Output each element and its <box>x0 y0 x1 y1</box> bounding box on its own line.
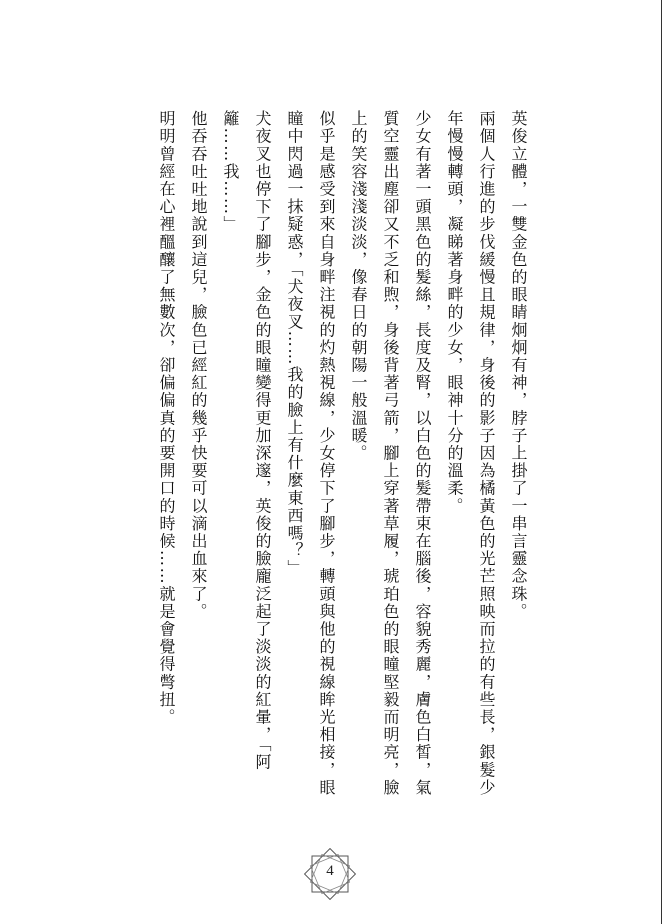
text-line: 年慢慢轉頭，凝睇著身畔的少女，眼神十分的溫柔。 <box>445 110 464 515</box>
text-line: 英俊立體，一雙金色的眼睛炯炯有神，脖子上掛了一串言靈念珠。 <box>509 110 528 621</box>
page-number-ornament <box>304 848 356 900</box>
text-line: 明明曾經在心裡醞釀了無數次，卻偏偏真的要開口的時候……就是會覺得彆扭。 <box>157 110 176 726</box>
text-line: 籬……我……」 <box>221 110 240 234</box>
page-number: 4 <box>326 863 334 879</box>
text-line: 少女有著一頭黑色的髮絲，長度及腎，以白色的髮帶束在腦後，容貌秀麗，膚色白皙，氣 <box>413 110 432 797</box>
vertical-text-body <box>150 110 534 830</box>
text-line: 瞳中閃過一抹疑惑，「犬夜叉……我的臉上有什麼東西嗎？」 <box>285 110 304 578</box>
text-line: 犬夜叉也停下了腳步，金色的眼瞳變得更加深邃，英俊的臉龐泛起了淡淡的紅暈，「阿 <box>253 110 272 771</box>
text-line: 他吞吞吐吐地說到這兒，臉色已經紅的幾乎快要可以滴出血來了。 <box>189 110 208 621</box>
text-line: 質空靈出塵卻又不乏和煦，身後背著弓箭，腳上穿著草履，琥珀色的眼瞳堅毅而明亮，臉 <box>381 110 400 797</box>
text-line: 兩個人行進的步伐緩慢且規律，身後的影子因為橘黃色的光芒照映而拉的有些長，銀髮少 <box>477 110 496 797</box>
text-line: 似乎是感受到來自身畔注視的灼熱視線，少女停下了腳步，轉頭與他的視線眸光相接，眼 <box>317 110 336 797</box>
text-line: 上的笑容淺淺淡淡，像春日的朝陽一般溫暖。 <box>349 110 368 462</box>
